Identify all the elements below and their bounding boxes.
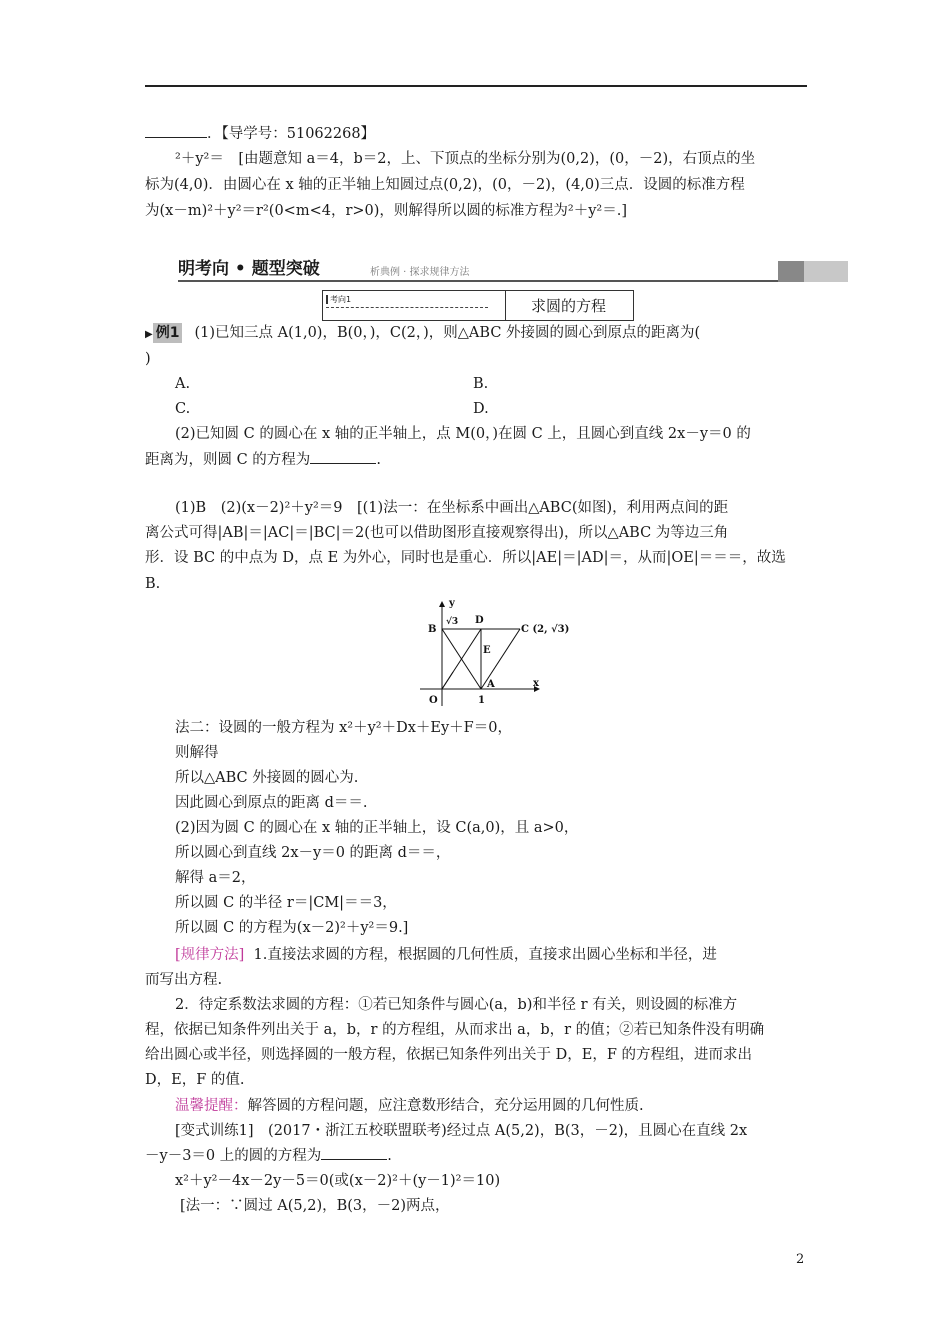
section-header: [178, 259, 848, 285]
method2-line-9: 所以圆 C 的方程为(x－2)²＋y²＝9.]: [175, 920, 409, 936]
rules-p2-line-2: 程，依据已知条件列出关于 a，b，r 的方程组，从而求出 a，b，r 的值；②若已知条件没有明确: [145, 1022, 765, 1038]
example-question-1-end: ): [145, 351, 151, 367]
method2-line-2: 则解得: [175, 745, 219, 761]
label-b: B: [428, 624, 437, 635]
topic-box: [322, 290, 634, 321]
variant-line-2: －y－3＝0 上的圆的方程为 .: [145, 1148, 392, 1164]
label-sqrt3: √3: [446, 617, 459, 627]
method2-line-5: (2)因为圆 C 的圆心在 x 轴的正半轴上，设 C(a,0)，且 a>0，: [175, 820, 579, 836]
rules-label: [规律方法]: [175, 947, 245, 963]
label-a: A: [487, 679, 495, 690]
label-one: 1: [478, 695, 485, 706]
rules-p2-line-4: D，E，F 的值.: [145, 1072, 245, 1088]
triangle-figure: [415, 598, 570, 710]
section-header-rule: [178, 280, 778, 282]
method2-line-8: 所以圆 C 的半径 r＝|CM|＝＝3，: [175, 895, 397, 911]
answer-blank: [321, 1146, 387, 1160]
topic-divider: [505, 291, 506, 320]
example-badge: 例1: [153, 323, 183, 343]
variant-solution: [法一：∵圆过 A(5,2)，B(3，－2)两点，: [180, 1198, 450, 1214]
variant-answer: x²＋y²－4x－2y－5＝0(或(x－2)²＋(y－1)²＝10): [175, 1173, 501, 1189]
example-question-2: (2)已知圆 C 的圆心在 x 轴的正半轴上，点 M(0，)在圆 C 上，且圆心到直线 2x－y＝0 的: [175, 426, 751, 442]
method2-line-1: 法二：设圆的一般方程为 x²＋y²＋Dx＋Ey＋F＝0，: [175, 720, 512, 736]
section-subtitle: 析典例 · 探求规律方法: [366, 263, 474, 278]
variant-line-1: [变式训练1] (2017・浙江五校联盟联考)经过点 A(5,2)，B(3，－2)，且圆心在直线 2x: [175, 1123, 748, 1139]
label-y: y: [449, 598, 455, 609]
solution-line-2: 离公式可得|AB|＝|AC|＝|BC|＝2(也可以借助图形直接观察得出)，所以△ABC 为等边三角: [145, 525, 729, 541]
option-a: A.: [175, 376, 191, 392]
method2-line-3: 所以△ABC 外接圆的圆心为.: [175, 770, 359, 786]
example-question-2-cont: 距离为，则圆 C 的方程为 .: [145, 452, 381, 468]
rules-p2-line-3: 给出圆心或半径，则选择圆的一般方程，依据已知条件列出关于 D，E，F 的方程组，进而求出: [145, 1047, 752, 1063]
rules-p2-line-1: 2．待定系数法求圆的方程：①若已知条件与圆心(a，b)和半径 r 有关，则设圆的标准方: [175, 997, 738, 1013]
answer-line-3: 为(x－m)²＋y²＝r²(0<m<4，r>0)，则解得所以圆的标准方程为²＋y²＝.]: [145, 203, 628, 219]
solution-line-3: 形．设 BC 的中点为 D，点 E 为外心，同时也是重心．所以|AE|＝|AD|＝，从而|OE|＝＝＝，故选: [145, 550, 786, 566]
topic-name: 求圆的方程: [531, 297, 607, 315]
example-question-1: ▶ 例1 (1)已知三点 A(1,0)，B(0，)，C(2，)，则△ABC 外接圆的圆心到原点的距离为(: [145, 325, 701, 341]
solution-line-4: B.: [145, 576, 161, 592]
section-header-block-light: [804, 261, 848, 282]
tip-line: 温馨提醒：解答圆的方程问题，应注意数形结合，充分运用圆的几何性质.: [175, 1098, 644, 1114]
label-e: E: [483, 645, 491, 656]
label-o: O: [429, 695, 438, 706]
answer-blank: [310, 450, 376, 464]
option-d: D.: [473, 401, 489, 417]
label-c: C (2, √3): [521, 624, 570, 635]
reference-number: ．【导学号：51062268】: [207, 126, 376, 142]
tip-label: 温馨提醒：: [175, 1098, 248, 1114]
topic-tag: 考向1: [326, 295, 488, 308]
rules-line-1: [规律方法] 1.直接法求圆的方程，根据圆的几何性质，直接求出圆心坐标和半径，进: [175, 947, 717, 963]
segment-oe: [442, 672, 453, 689]
label-d: D: [475, 615, 484, 626]
option-c: C.: [175, 401, 191, 417]
section-header-block-dark: [778, 261, 804, 282]
label-x: x: [533, 678, 539, 689]
method2-line-4: 因此圆心到原点的距离 d＝＝.: [175, 795, 368, 811]
ref-line: [145, 124, 375, 144]
solution-line-1: (1)B (2)(x－2)²＋y²＝9 [(1)法一：在坐标系中画出△ABC(如图)，利用两点间的距: [175, 500, 729, 516]
header-rule: [145, 85, 807, 87]
method2-line-7: 解得 a＝2，: [175, 870, 256, 886]
option-b: B.: [473, 376, 489, 392]
answer-line-2: 标为(4,0)．由圆心在 x 轴的正半轴上知圆过点(0,2)，(0，－2)，(4,0)三点．设圆的标准方程: [145, 177, 745, 193]
answer-blank: [145, 124, 207, 138]
answer-line-1: ²＋y²＝ [由题意知 a＝4，b＝2，上、下顶点的坐标分别为(0,2)，(0，－2)，右顶点的坐: [175, 151, 756, 167]
method2-line-6: 所以圆心到直线 2x－y＝0 的距离 d＝＝，: [175, 845, 451, 861]
rules-line-2: 而写出方程.: [145, 972, 223, 988]
page-number: 2: [796, 1252, 805, 1267]
section-title: 明考向 • 题型突破: [178, 259, 324, 279]
